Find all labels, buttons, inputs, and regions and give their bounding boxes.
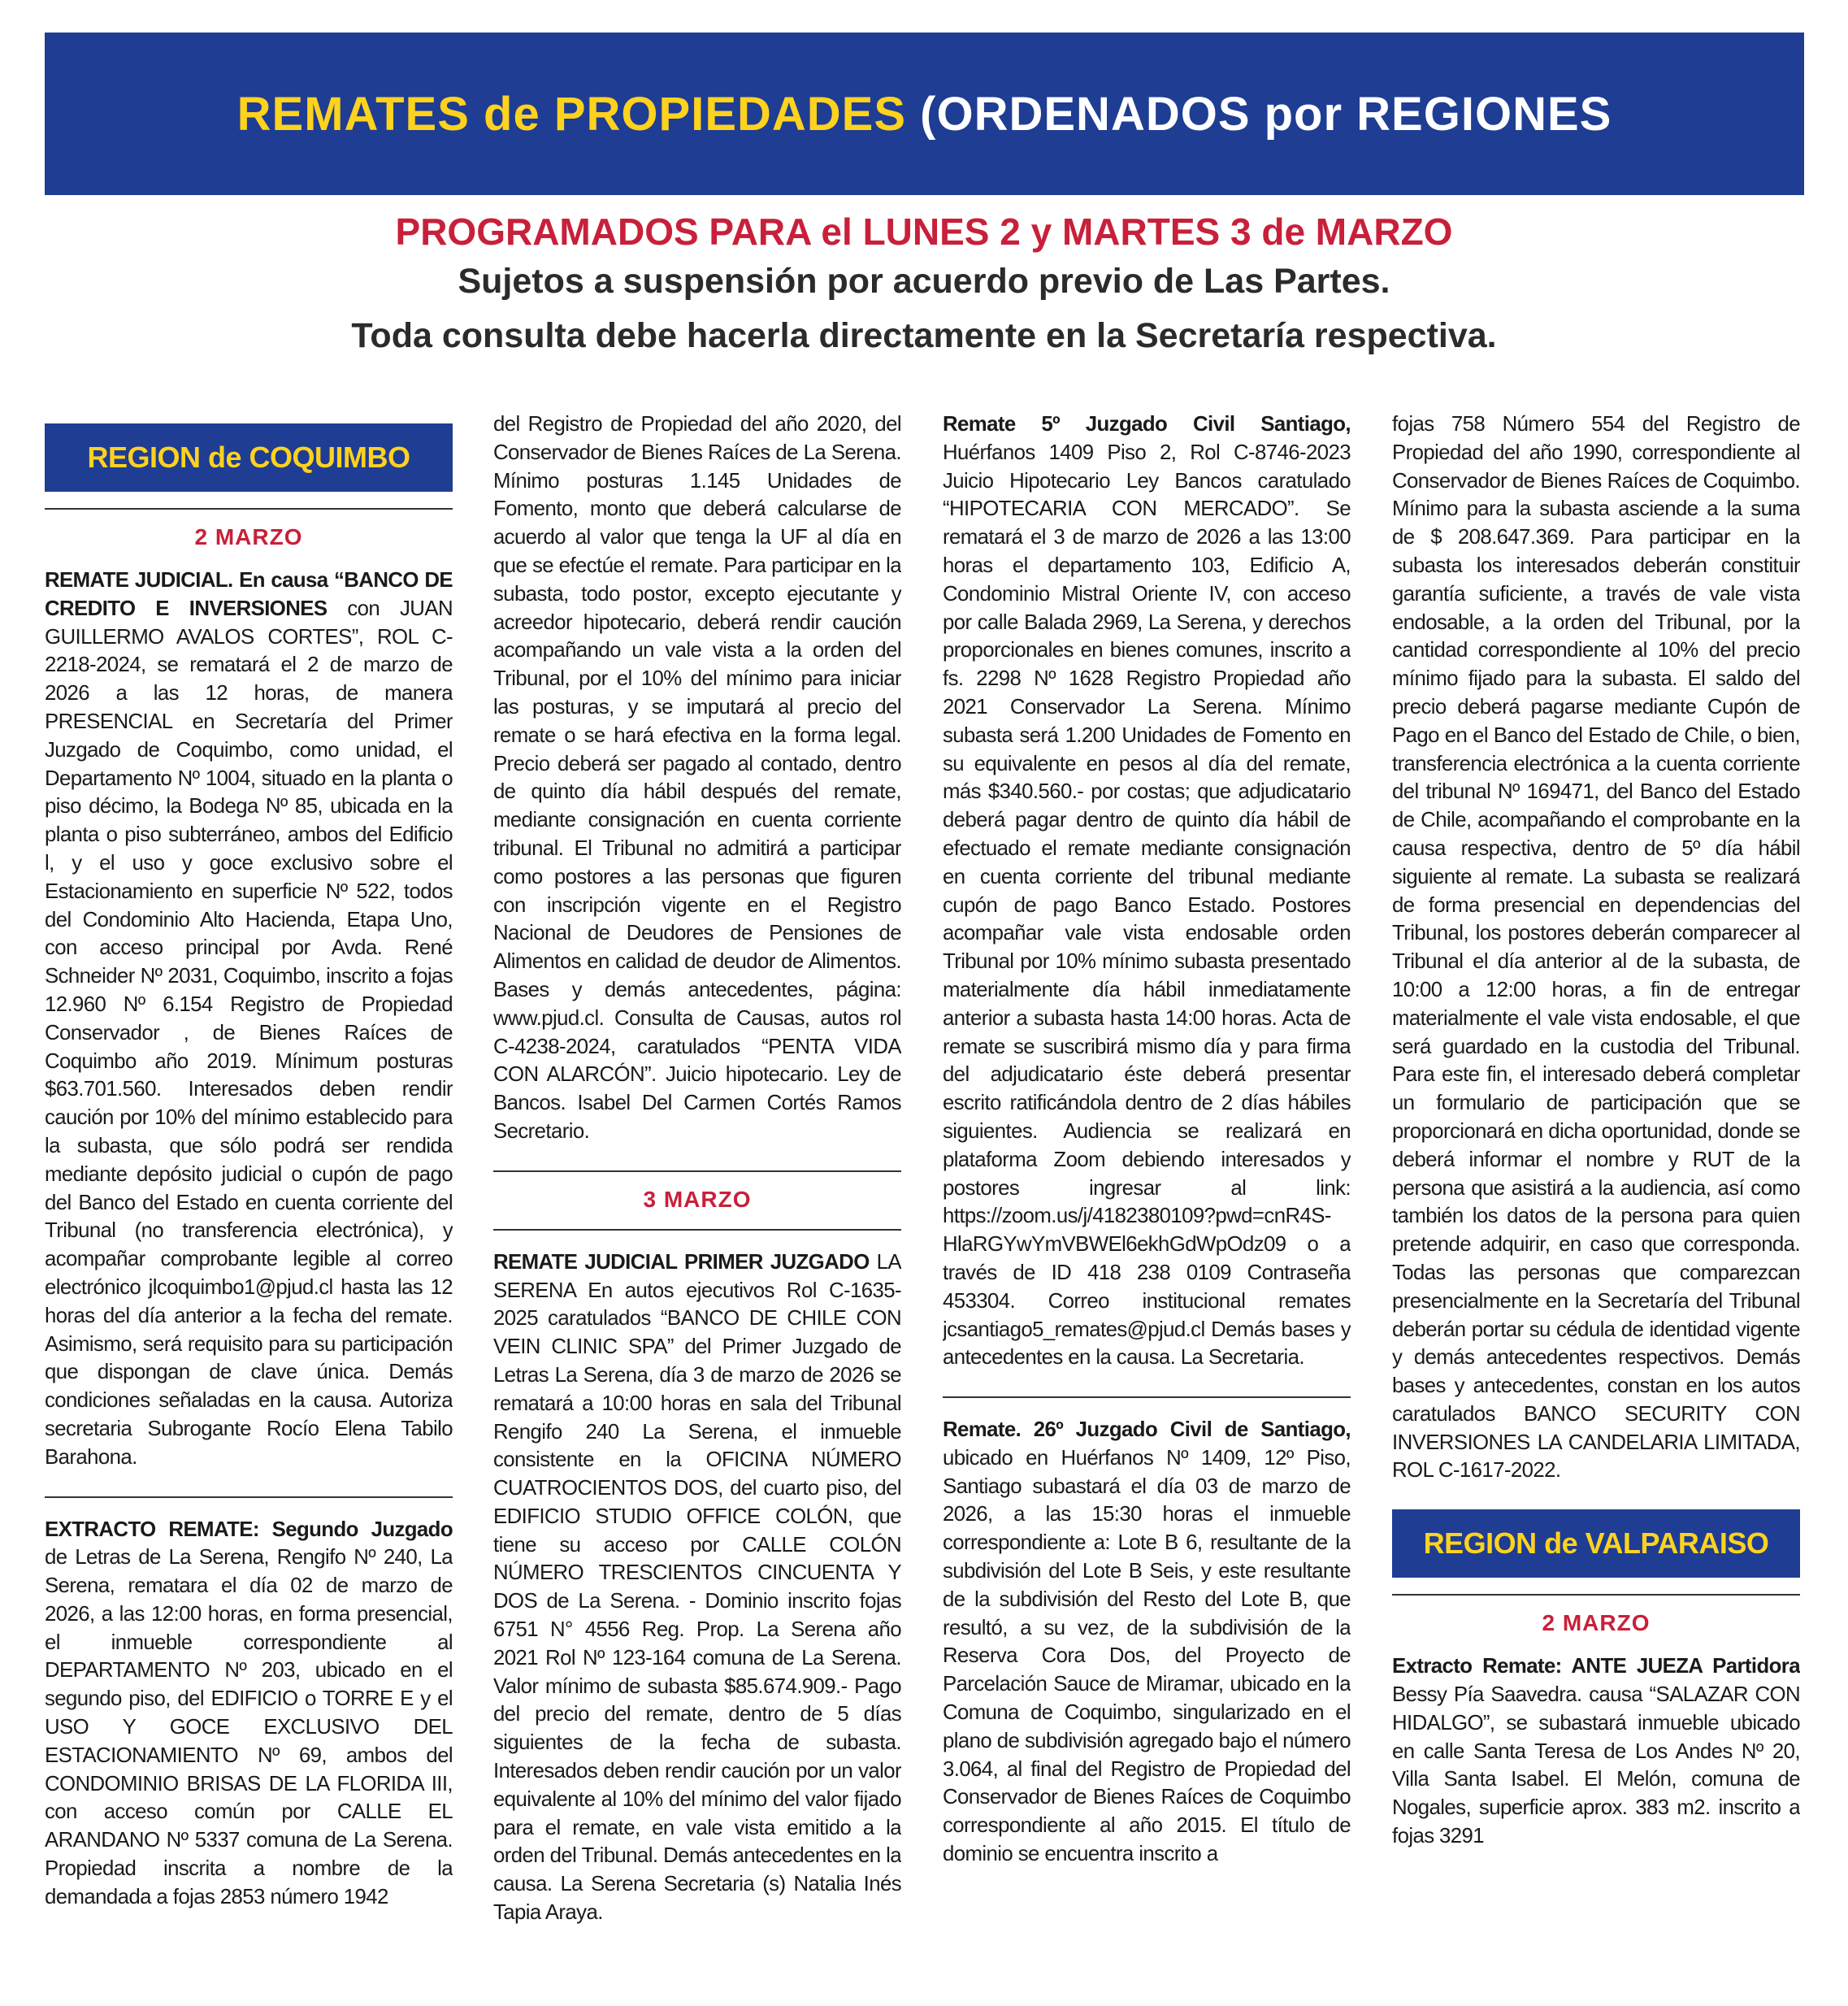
notice-heading: Extracto Remate: ANTE JUEZA Partidora [1392, 1655, 1800, 1678]
notice-heading: EXTRACTO REMATE: Segundo Juzgado [45, 1518, 453, 1541]
notice-body: de Letras de La Serena, Rengifo Nº 240, La Serena, rematara el día 02 de marzo de 2026, a las 12:00 horas, en forma presencial, el inmueble correspondiente al DEPARTAMENTO Nº 203, ubicado en el segundo piso, del EDIFICIO o TORRE E y el USO Y GOCE EXCLUSIVO DEL ESTACIONAMIENTO Nº 69, ambos del CONDOMINIO BRISAS DE LA FLORIDA III, con acceso común por CALLE EL ARANDANO Nº 5337 comuna de La Serena. Propiedad inscrita a nombre de la demandada a fojas 2853 número 1942 [45, 1546, 453, 1908]
column-3 [943, 410, 1351, 1995]
page-title [237, 87, 1612, 141]
divider [1392, 1594, 1800, 1596]
column-1 [45, 410, 453, 1995]
auction-notice [45, 567, 453, 1472]
date-heading: 2 MARZO [194, 524, 303, 549]
region-heading-valparaiso: REGION de VALPARAISO [1392, 1509, 1800, 1578]
divider [493, 1170, 901, 1172]
title-part-1: REMATES de PROPIEDADES [236, 87, 907, 141]
divider [45, 508, 453, 510]
page-banner [45, 33, 1804, 195]
notice-heading: Remate 5º Juzgado Civil Santiago, [943, 413, 1351, 436]
auction-notice-continued [1392, 410, 1800, 1485]
auction-notice [493, 1248, 901, 1927]
column-2 [493, 410, 901, 1995]
notice-heading: REMATE JUDICIAL. En causa “BANCO DE CREDITO E INVERSIONES [45, 569, 453, 620]
date-heading: 3 MARZO [643, 1186, 752, 1212]
notice-body: Huérfanos 1409 Piso 2, Rol C-8746-2023 Juicio Hipotecario Ley Bancos caratulado “HIPOTECARIA CON MERCADO”. Se rematará el 3 de marzo de 2026 a las 13:00 horas el departamento 103, Edificio A, Condominio Mistral Oriente IV, con acceso por calle Balada 2969, La Serena, y derechos proporcionales en bienes comunes, inscrito a fs. 2298 Nº 1628 Registro Propiedad año 2021 Conservador La Serena. Mínimo subasta será 1.200 Unidades de Fomento en su equivalente en pesos al día del remate, más $340.560.- por costas; que adjudicatario deberá pagar dentro de quinto día hábil de efectuado el remate mediante consignación en cuenta corriente del tribunal mediante cupón de pago Banco Estado. Postores acompañar vale vista endosable orden Tribunal por 10% mínimo subasta presentado materialmente día hábil inmediatamente anterior a subasta hasta 14:00 horas. Acta de remate se suscribirá mismo día y para firma del adjudicatario éste deberá presentar escrito ratificándola dentro de 2 días hábiles siguientes. Audiencia se realizará en plataforma Zoom debiendo interesados y postores ingresar al link: https://zoom.us/j/4182380109?pwd=cnR4S-HlaRGYwYmVBWEl6ekhGdWpOdz09 o a través de ID 418 238 0109 Contraseña 453304. Correo institucional remates jcsantiago5_remates@pjud.cl Demás bases y antecedentes en la causa. La Secretaria. [943, 441, 1351, 1370]
notice-body: Bessy Pía Saavedra. causa “SALAZAR CON HIDALGO”, se subastará inmueble ubicado en calle Santa Teresa de Los Andes Nº 20, Villa Santa Isabel. El Melón, comuna de Nogales, superficie aprox. 383 m2. inscrito a fojas 3291 [1392, 1683, 1800, 1848]
notice-body: fojas 758 Número 554 del Registro de Propiedad del año 1990, correspondiente al Conservador de Bienes Raíces de Coquimbo. Mínimo para la subasta asciende a la suma de $ 208.647.369. Para participar en la subasta los interesados deberán constituir garantía suficiente, a través de vale vista endosable, a la orden del Tribunal, por la cantidad correspondiente al 10% del precio mínimo fijado para la subasta. El saldo del precio deberá pagarse mediante Cupón de Pago en el Banco del Estado de Chile, o bien, transferencia electrónica a la cuenta corriente del tribunal Nº 169471, del Banco del Estado de Chile, acompañando el comprobante en la causa respectiva, dentro de 5º día hábil siguiente al remate. La subasta se realizará de forma presencial en dependencias del Tribunal, los postores deberán comparecer al Tribunal el día anterior al de la subasta, de 10:00 a 12:00 horas, a fin de entregar materialmente el vale vista endosable, el que será guardado en la custodia del Tribunal. Para este fin, el interesado deberá completar un formulario de participación que se proporcionará en dicha oportunidad, donde se deberá informar el nombre y RUT de la persona que asistirá a la audiencia, así como también los datos de la persona para quien pretende adquirir, en caso que corresponda. Todas las personas que comparezcan presencialmente en la Secretaría del Tribunal deberán portar su cédula de identidad vigente y demás antecedentes respectivos. Demás bases y antecedentes, constan en los autos caratulados BANCO SECURITY CON INVERSIONES LA CANDELARIA LIMITADA, ROL C-1617-2022. [1392, 413, 1800, 1483]
auction-notice [45, 1516, 453, 1912]
auction-notice-continued [493, 410, 901, 1146]
auction-notice [943, 410, 1351, 1372]
date-heading: 2 MARZO [1542, 1610, 1651, 1636]
notice-body: con JUAN GUILLERMO AVALOS CORTES”, ROL C-2218-2024, se rematará el 2 de marzo de 2026 a las 12 horas, de manera PRESENCIAL en Secretaría del Primer Juzgado de Coquimbo, como unidad, el Departamento Nº 1004, situado en la planta o piso décimo, la Bodega Nº 85, ubicada en la planta o piso subterráneo, ambos del Edificio l, y el uso y goce exclusivo sobre el Estacionamiento en superficie Nº 522, todos del Condominio Alto Hacienda, Etapa Uno, con acceso principal por Avda. René Schneider Nº 2031, Coquimbo, inscrito a fojas 12.960 Nº 6.154 Registro de Propiedad Conservador , de Bienes Raíces de Coquimbo año 2019. Mínimum posturas $63.701.560. Interesados deben rendir caución por 10% del mínimo establecido para la subasta, que sólo podrá ser rendida mediante depósito judicial o cupón de pago del Banco del Estado en cuenta corriente del Tribunal (no transferencia electrónica), y acompañar comprobante legible al correo electrónico jlcoquimbo1@pjud.cl hasta las 12 horas del día anterior a la fecha del remate. Asimismo, será requisito para su participación que dispongan de clave única. Demás condiciones señaladas en la causa. Autoriza secretaria Subrogante Rocío Elena Tabilo Barahona. [45, 597, 453, 1469]
region-heading-coquimbo: REGION de COQUIMBO [45, 423, 453, 492]
auction-notice [1392, 1652, 1800, 1851]
title-part-2: (ORDENADOS por REGIONES [920, 87, 1612, 141]
notice-body: del Registro de Propiedad del año 2020, del Conservador de Bienes Raíces de La Serena. Mínimo posturas 1.145 Unidades de Fomento, monto que deberá calcularse de acuerdo al valor que tenga la UF al día en que se efectúe el remate. Para participar en la subasta, todo postor, excepto ejecutante y acreedor hipotecario, deberá rendir caución acompañando un vale vista a la orden del Tribunal, por el 10% del mínimo para iniciar las posturas, y se imputará al precio del remate o se hará efectiva en la forma legal. Precio deberá ser pagado al contado, dentro de quinto día hábil después del remate, mediante consignación en cuenta corriente tribunal. El Tribunal no admitirá a participar como postores a las personas que figuren con inscripción vigente en el Registro Nacional de Deudores de Pensiones de Alimentos en calidad de deudor de Alimentos. Bases y demás antecedentes, página: www.pjud.cl. Consulta de Causas, autos rol C-4238-2024, caratulados “PENTA VIDA CON ALARCÓN”. Juicio hipotecario. Ley de Bancos. Isabel Del Carmen Cortés Ramos Secretario. [493, 413, 901, 1143]
notice-body: ubicado en Huérfanos Nº 1409, 12º Piso, Santiago subastará el día 03 de marzo de 2026, a las 15:30 horas el inmueble correspondiente a: Lote B 6, resultante de la subdivisión del Lote B Seis, y este resultante de la subdivisión del Resto del Lote B, que resultó, a su vez, de la subdivisión de la Reserva Cora Dos, del Proyecto de Parcelación Sauce de Miramar, ubicado en la Comuna de Coquimbo, singularizado en el plano de subdivisión agregado bajo el número 3.064, al final del Registro de Propiedad del Conservador de Bienes Raíces de Coquimbo correspondiente al año 2015. El título de dominio se encuentra inscrito a [943, 1446, 1351, 1866]
auction-notice [943, 1416, 1351, 1869]
suspension-note: Sujetos a suspensión por acuerdo previo de Las Partes. [458, 262, 1390, 301]
notice-body: LA SERENA En autos ejecutivos Rol C-1635-2025 caratulados “BANCO DE CHILE CON VEIN CLINIC SPA” del Primer Juzgado de Letras La Serena, día 3 de marzo de 2026 se rematará a 10:00 horas en sala del Tribunal Rengifo 240 La Serena, el inmueble consistente en la OFICINA NÚMERO CUATROCIENTOS DOS, del cuarto piso, del EDIFICIO STUDIO OFFICE COLÓN, que tiene su acceso por CALLE COLÓN NÚMERO TRESCIENTOS CINCUENTA Y DOS de La Serena. - Dominio inscrito fojas 6751 N° 4556 Reg. Prop. La Serena año 2021 Rol Nº 123-164 comuna de La Serena. Valor mínimo de subasta $85.674.909.- Pago del precio del remate, dentro de 5 días siguientes de la fecha de subasta. Interesados deben rendir caución por un valor equivalente al 10% del mínimo del valor fijado para el remate, en vale vista emitido a la orden del Tribunal. Demás antecedentes en la causa. La Serena Secretaria (s) Natalia Inés Tapia Araya. [493, 1250, 901, 1925]
inquiry-note: Toda consulta debe hacerla directamente en la Secretaría respectiva. [351, 316, 1497, 355]
schedule-heading: PROGRAMADOS PARA el LUNES 2 y MARTES 3 de MARZO [395, 211, 1453, 253]
notice-heading: Remate. 26º Juzgado Civil de Santiago, [943, 1418, 1351, 1442]
column-4 [1392, 410, 1800, 1995]
notice-heading: REMATE JUDICIAL PRIMER JUZGADO [493, 1250, 870, 1274]
